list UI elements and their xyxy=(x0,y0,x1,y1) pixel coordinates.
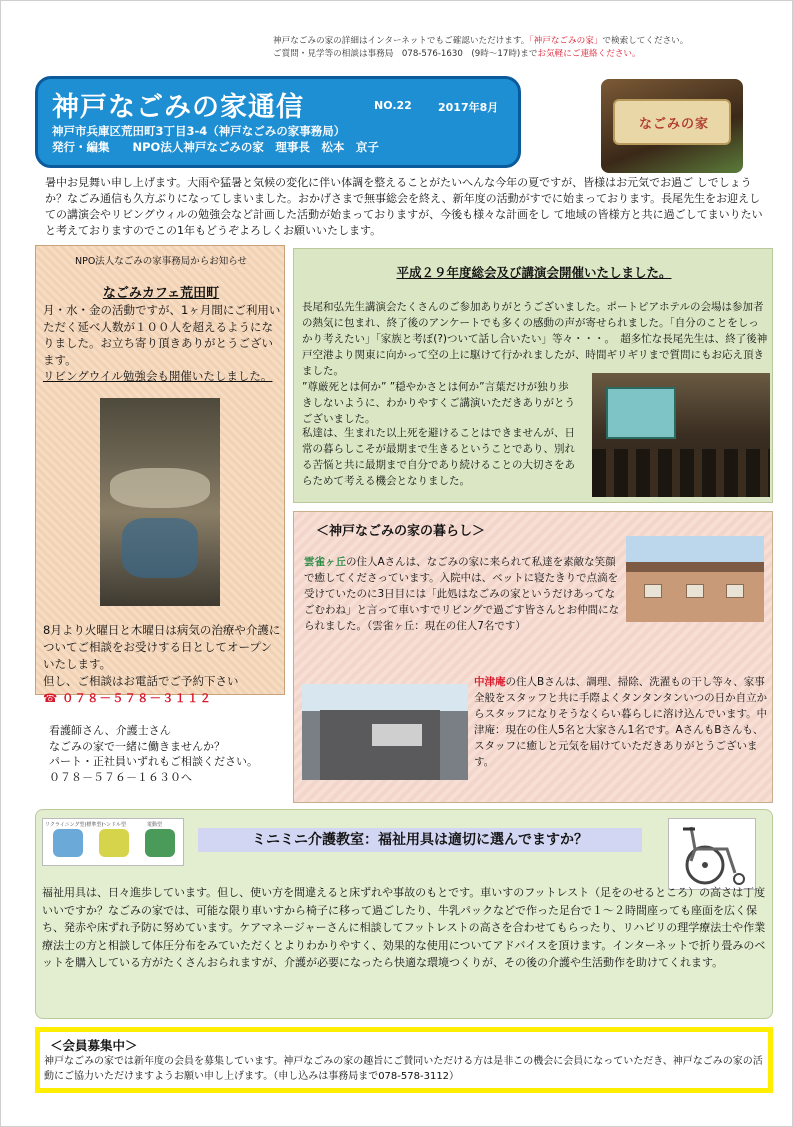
phone-icon: ☎ xyxy=(43,691,59,705)
living-will-text: リビングウイル勉強会も開催いたしました。 xyxy=(43,369,273,383)
resident-a-text: の住人Aさんは、なごみの家に来られて私達を素敵な笑顔で癒してくださっています。入院中は、ベットに寝たきりで点滴を受けていたのに3日目には「此処はなごみの家というだけあってなごむわね」と言って車いすでリビングで過ごす皆さんとお仲間になられました。（雲雀ヶ丘：現在の住人7名です） xyxy=(304,556,620,632)
life-section xyxy=(293,511,773,803)
house-photo-hibarigaoka xyxy=(626,536,764,622)
electric-chair-icon xyxy=(145,829,175,857)
cafe-body xyxy=(43,302,283,385)
life-resident-a xyxy=(304,554,624,634)
search-keyword: 「神戸なごみの家」 xyxy=(529,36,603,46)
chair-label: リクライニング型(標準型) xyxy=(45,822,104,828)
consultation-text: 8月より火曜日と木曜日は病気の治療や介護についてご相談をお受けする日としてオープンいたします。 xyxy=(43,623,281,671)
meeting-section xyxy=(293,248,773,503)
phone-number: ０７８－５７８－３１１２ xyxy=(61,691,212,705)
wheelchair-drawing xyxy=(669,819,755,889)
recruit-line: 看護師さん、介護士さん xyxy=(49,724,171,737)
office-note: NPO法人なごみの家事務局からお知らせ xyxy=(74,256,248,267)
scooter-icon xyxy=(99,829,129,857)
photo-detail xyxy=(110,468,210,508)
consultation-notice xyxy=(43,622,283,707)
meeting-paragraph-1: 長尾和弘先生講演会たくさんのご参加ありがとうございました。ポートピアホテルの会場は参加者の熱気に包まれ、終了後のアンケートでも多くの感動の声が寄せられました。｢自分のことをしっかり考えたい｣「家族と考ぼ(?)ついて話し合いたい」等々・・・。 超多忙な長尾先生は、終了後神戸空港より関東に向かって空の上に駆けて行かれましたが、時間ギリギリまで質問にもお応え頂きました。 xyxy=(302,301,768,377)
office-news-column xyxy=(35,245,285,705)
issue-date: 2017年8月 xyxy=(438,101,499,114)
staff-recruit xyxy=(49,723,289,785)
internet-notice xyxy=(273,35,773,61)
newsletter-title: 神戸なごみの家通信 xyxy=(52,92,304,123)
meeting-paragraph-2: ”尊厳死とは何か” ”穏やかさとは何か”言葉だけが独り歩きしないように、わかりやすくご講演いただきありがとうございました。 xyxy=(302,381,575,425)
notice-line-2 xyxy=(273,48,773,61)
cafe-text: 月・水・金の活動ですが、1ヶ月間にご利用いただく延べ人数が１００人を超えるようになりました。お立ち寄り頂きありがとうございます。 xyxy=(43,303,281,367)
wheelchair-icon xyxy=(53,829,83,857)
house-photo-nakatsuan xyxy=(302,684,468,780)
notice-contact: ご質問・見学等の相談は事務局 078-576-1630 (9時～17時)まで xyxy=(273,49,538,59)
recruit-phone: ０７８－５７６－１６３０へ xyxy=(49,770,192,784)
greeting-paragraph: 暑中お見舞い申し上げます。大雨や猛暑と気候の変化に伴い体調を整えることがたいへんな今年の夏ですが、皆様はお元気でお過ご しでしょうか？なごみ通信も久方ぶりになってしまいました。おかげさまで無事総会を終え、新年度の活動がすでに始まっております。長尾先生をお迎えしての講演会やリビングウィルの勉強会など計画した活動が始まっておりますが、今後も様々な計画をし て地域の皆様方と共に過ごしてまいりたいと考えておりますのでこの1年もどうぞよろしくお願いいたします。 xyxy=(45,176,763,237)
sign-photo xyxy=(601,79,743,173)
sign-board xyxy=(613,99,731,145)
photo-detail xyxy=(122,518,198,578)
house-window xyxy=(686,584,704,598)
care-class-title: ミニミニ介護教室：福祉用具は適切に選んでますか？ xyxy=(198,828,642,852)
notice-line-1 xyxy=(273,35,773,48)
care-class-text: 福祉用具は、日々進歩しています。但し、使い方を間違えると床ずれや事故のもとです。車いすのフットレスト（足をのせるところ）の高さは丁度いいですか？なごみの家では、可能な限り車いすから椅子に移って過ごしたり、牛乳パックなどで作った足台で１～２時間座っても座面を広く保ち、発赤や床ずれ予防に努めています。ケアマネージャーさんに相談してフットレストの高さを合わせてもらったり、リハビリの理学療法士や作業療法士の方と相談して体圧分布をみていただくとよりわかりやすく、効果的な使用についてアドバイスを頂けます。インターネットで折り畳みのベットを購入している方がたくさんおられますが、介護が必要になったら快適な環境つくりが、その後の介護や生活動作を助けてくれます。 xyxy=(42,886,766,969)
house-window xyxy=(644,584,662,598)
sign-text: なごみの家 xyxy=(638,117,709,132)
wheelchair-icon xyxy=(668,818,756,890)
resident-b-text: の住人Bさんは、調理、掃除、洗濯もの干し等々、家事全般をスタッフと共に手際よくタンタンタンいつの日か自立からスタッフになりそうなくらい暮らしに溶け込んでいます。中津庵：現在の住人5名と大家さん1名です。AさんもBさんも、スタッフに癒しと元気を届けていただきありがとうございます。 xyxy=(474,676,768,768)
recruit-line: なごみの家で一緒に働きませんか？ xyxy=(49,739,225,753)
membership-text: 神戸なごみの家では新年度の会員を募集しています。神戸なごみの家の趣旨にご賛同いただける方は是非この機会に会員になっていただき、神戸なごみの家の活動にご協力いただけますようお願い申し上げます。（申し込みは事務局まで078-578-3112） xyxy=(44,1056,763,1082)
place-name-a: 雲雀ヶ丘 xyxy=(304,556,346,568)
audience xyxy=(592,449,770,497)
notice-text: 神戸なごみの家の詳細はインターネットでもご確認いただけます。 xyxy=(273,36,530,46)
life-title: ＜神戸なごみの家の暮らし＞ xyxy=(316,524,486,539)
consultation-call: 但し、ご相談はお電話でご予約下さい xyxy=(43,674,239,688)
meeting-title: 平成２９年度総会及び講演会開催いたしました。 xyxy=(396,265,672,280)
house-window xyxy=(726,584,744,598)
house-roof xyxy=(626,562,764,572)
membership-title: ＜会員募集中＞ xyxy=(50,1038,138,1053)
masthead xyxy=(35,76,521,168)
care-class-section xyxy=(35,809,773,1019)
notice-contact-tail: お気軽にご連絡ください。 xyxy=(537,49,641,59)
house-panel xyxy=(372,724,422,746)
lecture-photo xyxy=(592,373,770,497)
chair-label: 電動型 xyxy=(147,822,163,828)
publisher-line: 発行・編集 NPO法人神戸なごみの家 理事長 松本 京子 xyxy=(52,140,379,154)
notice-text: で検索してください。 xyxy=(602,36,689,46)
place-name-b: 中津庵 xyxy=(474,676,506,688)
projector-screen xyxy=(606,387,676,439)
issue-number: NO.22 xyxy=(374,99,412,112)
chair-label: ハンドル型 xyxy=(101,822,127,828)
membership-box xyxy=(35,1027,773,1093)
recruit-line: パート・正社員いずれもご相談ください。 xyxy=(49,755,258,768)
office-address: 神戸市兵庫区荒田町3丁目3-4（神戸なごみの家事務局） xyxy=(52,124,346,138)
life-resident-b xyxy=(474,674,770,770)
wheelchair-types-image xyxy=(42,818,184,866)
cafe-photo xyxy=(100,398,220,606)
meeting-paragraph-3: 私達は、生まれた以上死を避けることはできませんが、日常の暮らしこそが最期まで生きるということであり、別れる苦悩と共に最期まで自分であり続けることの大切さをあらためて考える機会となりました。 xyxy=(302,427,575,487)
cafe-title: なごみカフェ荒田町 xyxy=(102,286,220,301)
